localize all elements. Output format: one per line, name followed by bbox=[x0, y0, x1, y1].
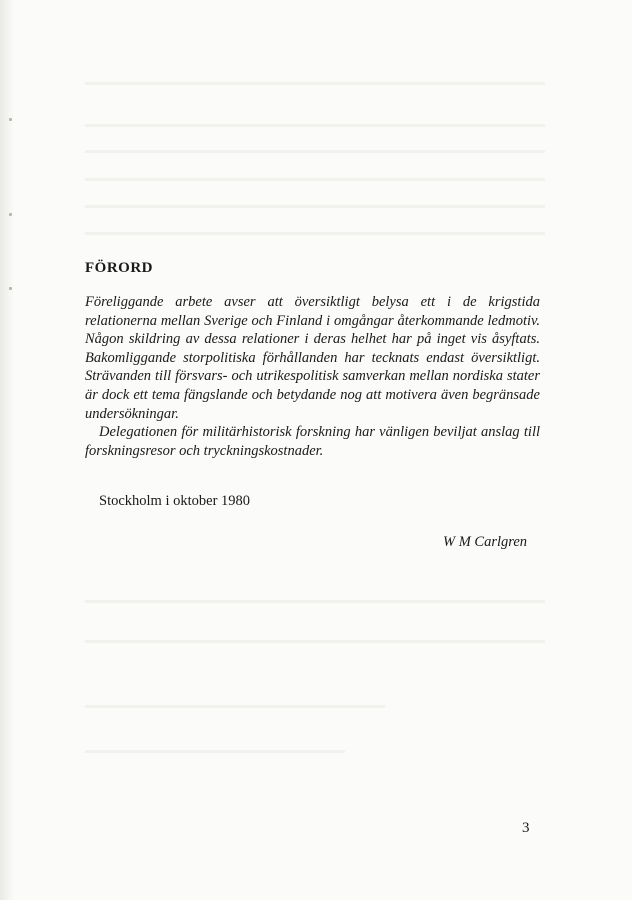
show-through-line bbox=[85, 205, 545, 208]
show-through-line bbox=[85, 705, 385, 708]
show-through-line bbox=[85, 82, 545, 85]
binding-hole bbox=[9, 213, 12, 216]
place-and-date: Stockholm i oktober 1980 bbox=[99, 493, 251, 509]
page-heading: FÖRORD bbox=[85, 260, 153, 276]
preface-paragraph: Delegationen för militärhistorisk forskning har vänligen beviljat anslag till forskningsresor och tryckningskostnader. bbox=[85, 424, 540, 459]
show-through-line bbox=[85, 750, 345, 753]
show-through-line bbox=[85, 178, 545, 181]
show-through-line bbox=[85, 600, 545, 603]
show-through-line bbox=[85, 232, 545, 235]
author-signature: W M Carlgren bbox=[443, 534, 528, 550]
binding-hole bbox=[9, 287, 12, 290]
show-through-line bbox=[85, 124, 545, 127]
show-through-line bbox=[85, 640, 545, 643]
preface-body bbox=[85, 293, 540, 460]
page-number: 3 bbox=[522, 820, 530, 836]
show-through-line bbox=[85, 150, 545, 153]
preface-paragraph: Föreliggande arbete avser att översiktligt belysa ett i de krigstida relationerna mellan Sverige och Finland i omgångar återkommande ledmotiv. Någon skildring av dessa relationer i deras helhet har på inget vis åsyftats. Bakomliggande storpolitiska förhållanden har tecknats endast översiktligt. Strävanden till försvars- och utrikespolitisk samverkan mellan nordiska stater är dock ett tema fängslande och betydande nog att motivera även begränsade undersökningar. bbox=[85, 294, 540, 422]
binding-hole bbox=[9, 118, 12, 121]
binding-edge bbox=[0, 0, 14, 900]
